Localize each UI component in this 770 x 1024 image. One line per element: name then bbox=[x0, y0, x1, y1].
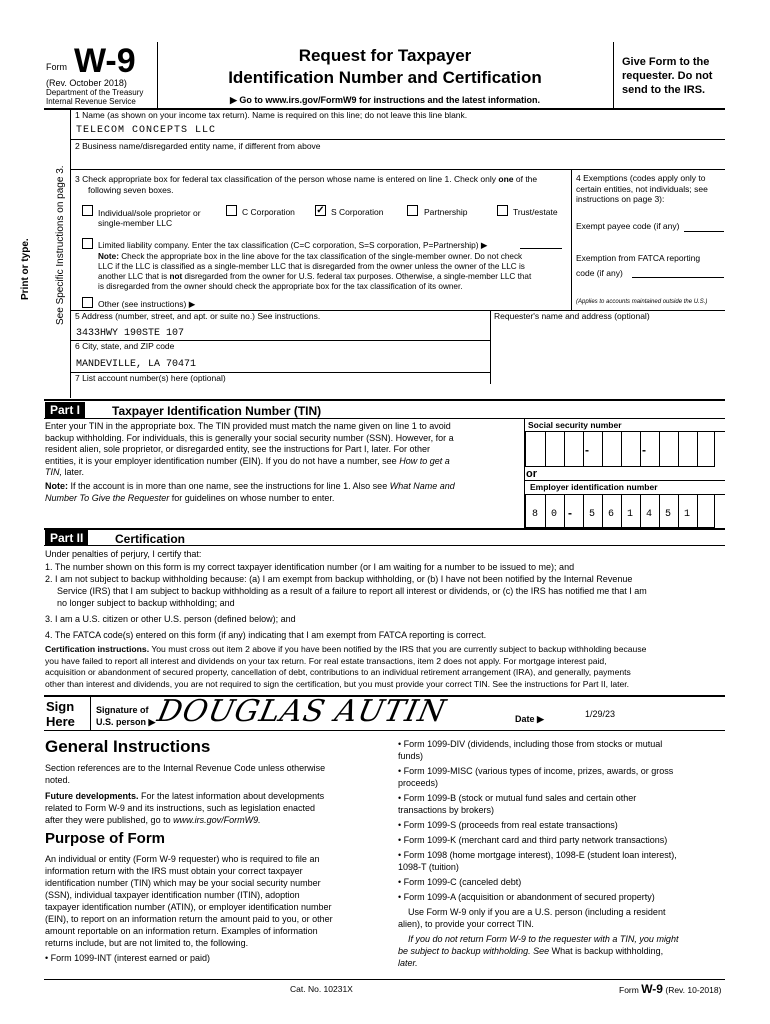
ssn-dash1: - bbox=[585, 443, 589, 457]
ein-digit: 5 bbox=[664, 509, 671, 520]
checkbox-c-corporation[interactable] bbox=[226, 205, 237, 216]
signature-field[interactable]: DOUGLAS AUTIN bbox=[154, 694, 450, 729]
exempt-payee-label: Exempt payee code (if any) bbox=[576, 221, 680, 231]
line1-name-field[interactable]: TELECOM CONCEPTS LLC bbox=[76, 125, 217, 136]
certification-text: Under penalties of perjury, I certify that: 1. The number shown on this form is my correct taxpayer identification number (or I am waiting for a number to be issued to me); and 2. I am not subject to backup withholding because: (a) I am exempt from backup withholding, or (b) I have not been notified by the Internal Revenue Service (IRS) that I am subject to backup withholding as a result of a failure to report all interest or dividends, or (c) the IRS has notified me that I am no longer subject to backup withholding; and 3. I am a U.S. citizen or other U.S. person (defined below); and 4. The FATCA code(s) entered on this form (if any) indicating that I am exempt from FATCA reporting is correct. bbox=[45, 549, 647, 640]
line6-label: 6 City, state, and ZIP code bbox=[75, 341, 175, 351]
dept-line1: Department of the Treasury bbox=[46, 88, 144, 97]
llc-class-field[interactable] bbox=[520, 248, 562, 249]
exempt-payee-field[interactable] bbox=[684, 231, 724, 232]
ssn-dash2: - bbox=[642, 443, 646, 457]
ein-digit: 8 bbox=[531, 509, 538, 520]
label-individual-2: single-member LLC bbox=[98, 218, 173, 228]
side-see-specific: See Specific Instructions on page 3. bbox=[55, 165, 66, 325]
form-name: W-9 bbox=[74, 42, 136, 80]
purpose-of-form-text: An individual or entity (Form W-9 requester) who is required to file an information return with the IRS must obtain your correct taxpayer identification number (TIN) which may be your social security number (SSN), individual taxpayer identification number (ITIN), adoption taxpayer identification number (ATIN), or employer identification number (EIN), to report on an information return the amount paid to you, or other amount reportable on an information return. Examples of information returns include, but are not limited to, the following. • Form 1099-INT (interest earned or paid) bbox=[45, 854, 333, 963]
exemptions-title: 4 Exemptions (codes apply only to certain entities, not individuals; see instructions on page 3): bbox=[576, 173, 708, 204]
line2-business-name-field[interactable] bbox=[76, 153, 716, 167]
gi-section-refs: Section references are to the Internal Revenue Code unless otherwise noted. bbox=[45, 763, 326, 785]
print-or-type: Print or type. bbox=[20, 238, 31, 300]
llc-note: Note: Check the appropriate box in the line above for the tax classification of the single-member owner. Do not check LLC if the LLC is classified as a single-member LLC that is disregarded from the owner unless the owner of the LLC is another LLC that is not disregarded from the owner for U.S. federal tax purposes. Otherwise, a single-member LLC that is disregarded from the owner should check the appropriate box for the tax classification of its owner. bbox=[98, 252, 532, 291]
general-instructions-title: General Instructions bbox=[45, 737, 211, 756]
label-c-corporation: C Corporation bbox=[242, 207, 295, 217]
purpose-of-form-title: Purpose of Form bbox=[45, 830, 166, 847]
label-partnership: Partnership bbox=[424, 207, 468, 217]
line3-label: 3 Check appropriate box for federal tax classification of the person whose name is entered on line 1. Check only one of the bbox=[75, 174, 538, 184]
label-individual: Individual/sole proprietor or bbox=[98, 208, 201, 218]
form-title-line1: Request for Taxpayer bbox=[298, 46, 472, 65]
ssn-label: Social security number bbox=[528, 420, 622, 430]
line2-label: 2 Business name/disregarded entity name, if different from above bbox=[75, 141, 321, 151]
sign-here: Sign Here bbox=[46, 699, 75, 729]
part1-instructions: Enter your TIN in the appropriate box. The TIN provided must match the name given on line 1 to avoid backup withholding. For individuals, this is generally your social security number (SSN). However, for a resident alien, sole proprietor, or disregarded entity, see the instructions for Part I, later. For other entities, it is your employer identification number (EIN). If you do not have a number, see How to get a TIN, later. bbox=[45, 421, 454, 477]
line7-account-field[interactable] bbox=[76, 385, 716, 397]
part1-title: Taxpayer Identification Number (TIN) bbox=[112, 404, 322, 418]
label-other: Other (see instructions) ▶ bbox=[98, 299, 196, 309]
ein-digit: 5 bbox=[588, 509, 595, 520]
checkbox-partnership[interactable] bbox=[407, 205, 418, 216]
fatca-field[interactable] bbox=[632, 277, 724, 278]
part2-title: Certification bbox=[115, 532, 186, 546]
checkbox-trust-estate[interactable] bbox=[497, 205, 508, 216]
part2-tag: Part II bbox=[45, 530, 88, 546]
line7-label: 7 List account number(s) here (optional) bbox=[75, 373, 226, 383]
label-llc: Limited liability company. Enter the tax classification (C=C corporation, S=S corporation, P=Partnership) ▶ bbox=[98, 240, 488, 250]
checkbox-llc[interactable] bbox=[82, 238, 93, 249]
ein-dash: - bbox=[568, 506, 572, 520]
requester-label: Requester's name and address (optional) bbox=[494, 311, 650, 321]
line5-label: 5 Address (number, street, and apt. or suite no.) See instructions. bbox=[75, 311, 321, 321]
label-s-corporation: S Corporation bbox=[331, 207, 384, 217]
ein-digit: 1 bbox=[683, 509, 690, 520]
goto-instructions: ▶ Go to www.irs.gov/FormW9 for instructions and the latest information. bbox=[229, 95, 541, 105]
label-trust-estate: Trust/estate bbox=[513, 207, 558, 217]
dept-line2: Internal Revenue Service bbox=[46, 97, 136, 106]
date-field[interactable]: 1/29/23 bbox=[585, 709, 616, 719]
give-form-notice: Give Form to the requester. Do not send to the IRS. bbox=[622, 56, 713, 96]
checkbox-s-corporation[interactable]: ✓ bbox=[316, 205, 325, 216]
fatca-label1: Exemption from FATCA reporting bbox=[576, 253, 701, 263]
form-prefix: Form bbox=[46, 62, 67, 72]
ein-label: Employer identification number bbox=[530, 482, 658, 492]
part1-note: Note: If the account is in more than one name, see the instructions for line 1. Also see What Name and Number To Give the Requester for guidelines on whose number to enter. bbox=[45, 481, 455, 503]
line6-city-field[interactable]: MANDEVILLE, LA 70471 bbox=[76, 359, 197, 370]
part1-tag: Part I bbox=[45, 402, 85, 418]
or-label: or bbox=[526, 468, 537, 480]
side-instructions bbox=[20, 238, 31, 300]
signature-label: Signature of U.S. person ▶ bbox=[96, 705, 156, 727]
checkbox-individual[interactable] bbox=[82, 205, 93, 216]
gi-future-developments: Future developments. For the latest information about developments related to Form W-9 and its instructions, such as legislation enacted after they were published, go to www.irs.gov/FormW9. bbox=[45, 791, 325, 825]
ein-digit: 0 bbox=[550, 509, 557, 520]
ein-digit: 6 bbox=[607, 509, 614, 520]
form-revision: (Rev. October 2018) bbox=[46, 78, 127, 88]
fatca-applies: (Applies to accounts maintained outside the U.S.) bbox=[576, 299, 708, 305]
form-list-right: • Form 1099-DIV (dividends, including those from stocks or mutual funds) • Form 1099-MISC (various types of income, prizes, awards, or gross proceeds) • Form 1099-B (stock or mutual fund sales and certain other transactions by brokers) • Form 1099-S (proceeds from real estate transactions) • Form 1099-K (merchant card and third party network transactions) • Form 1098 (home mortgage interest), 1098-E (student loan interest), 1098-T (tuition) • Form 1099-C (canceled debt) • Form 1099-A (acquisition or abandonment of secured property) Use Form W-9 only if you are a U.S. person (including a resident alien), to provide your correct TIN. If you do not return Form W-9 to the requester with a TIN, you might be subject to backup withholding. See What is backup withholding, later. bbox=[398, 739, 679, 968]
checkbox-other[interactable] bbox=[82, 297, 93, 308]
footer-form-id: Form W-9 (Rev. 10-2018) bbox=[619, 982, 722, 996]
ssn-field[interactable] bbox=[525, 431, 715, 467]
catalog-number: Cat. No. 10231X bbox=[290, 984, 353, 994]
line1-label: 1 Name (as shown on your income tax return). Name is required on this line; do not leave this line blank. bbox=[75, 110, 468, 120]
form-title-line2: Identification Number and Certification bbox=[228, 68, 542, 87]
fatca-label2: code (if any) bbox=[576, 268, 623, 278]
line5-address-field[interactable]: 3433HWY 190STE 107 bbox=[76, 328, 185, 339]
ein-digit: 4 bbox=[645, 509, 652, 520]
date-label: Date ▶ bbox=[515, 714, 544, 724]
ein-digit: 1 bbox=[626, 509, 633, 520]
certification-instructions: Certification instructions. You must cross out item 2 above if you have been notified by the IRS that you are currently subject to backup withholding because you have failed to report all interest and dividends on your tax return. For real estate transactions, item 2 does not apply. For mortgage interest paid, acquisition or abandonment of secured property, cancellation of debt, contributions to an individual retirement arrangement (IRA), and generally, payments other than interest and dividends, you are not required to sign the certification, but you must provide your correct TIN. See the instructions for Part II, later. bbox=[45, 644, 647, 689]
line3-label-cont: following seven boxes. bbox=[88, 185, 174, 195]
